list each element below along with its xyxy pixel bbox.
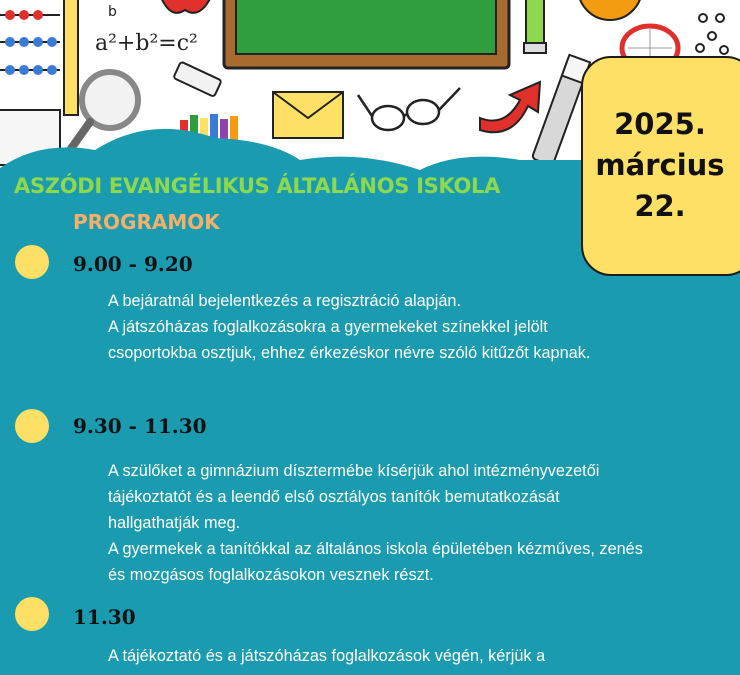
school-name: ASZÓDI EVANGÉLIKUS ÁLTALÁNOS ISKOLA	[14, 174, 501, 198]
event-date	[590, 104, 730, 227]
program-line: és mozgásos foglalkozásokon vesznek részt.	[108, 566, 434, 584]
date-month: március	[595, 148, 725, 182]
program-line: A szülőket a gimnázium dísztermébe kísérjük ahol intézményvezetői	[108, 462, 600, 480]
program-line: csoportokba osztjuk, ehhez érkezéskor névre szóló kitűzőt kapnak.	[108, 344, 591, 362]
formula-text: a²+b²=c²	[95, 31, 198, 56]
date-day: 22.	[634, 189, 686, 223]
section-title: PROGRAMOK	[73, 210, 220, 234]
program-time-1: 9.00 - 9.20	[73, 252, 193, 276]
date-year: 2025.	[614, 107, 706, 141]
program-description-3	[108, 643, 738, 669]
program-line: hallgathatják meg.	[108, 514, 241, 532]
program-line: tájékoztatót és a leendő első osztályos tanítók bemutatkozását	[108, 488, 560, 506]
program-line: A bejáratnál bejelentkezés a regisztráció alapján.	[108, 292, 461, 310]
bullet-icon	[15, 597, 49, 631]
program-description-2	[108, 458, 738, 588]
letter-b-text: b	[108, 4, 117, 20]
program-time-3: 11.30	[73, 605, 136, 629]
bullet-icon	[15, 409, 49, 443]
program-time-2: 9.30 - 11.30	[73, 414, 207, 438]
program-line: A játszóházas foglalkozásokra a gyermekeket színekkel jelölt	[108, 318, 548, 336]
program-line: A gyermekek a tanítókkal az általános iskola épületében kézműves, zenés	[108, 540, 643, 558]
program-description-1	[108, 288, 738, 366]
program-line: A tájékoztató és a játszóházas foglalkozások végén, kérjük a	[108, 647, 546, 665]
bullet-icon	[15, 245, 49, 279]
